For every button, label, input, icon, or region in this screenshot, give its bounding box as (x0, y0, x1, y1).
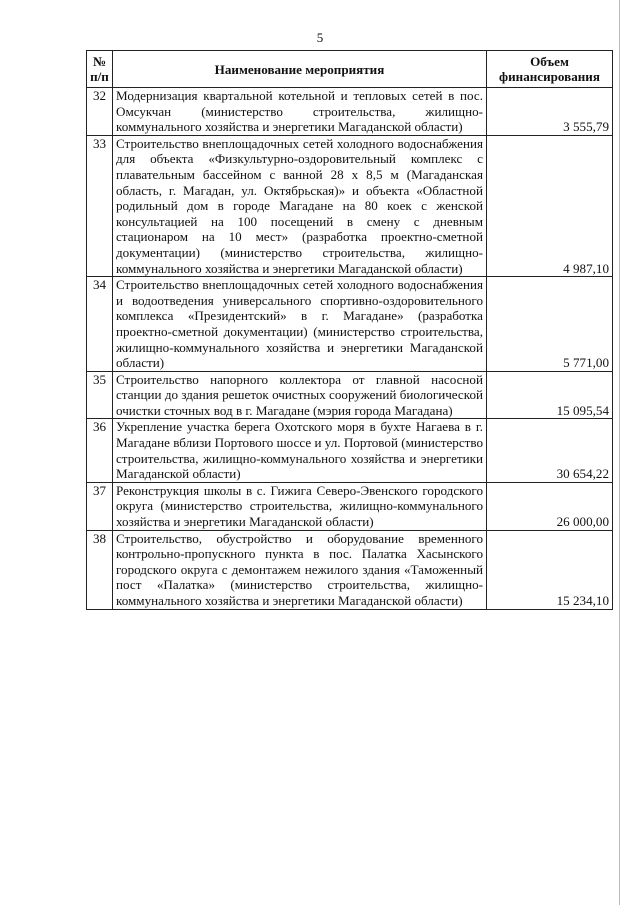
row-amount: 15 095,54 (487, 371, 613, 419)
row-amount: 26 000,00 (487, 482, 613, 530)
row-name: Укрепление участка берега Охотского моря в бухте Нагаева в г. Магадане вблизи Портового шоссе и ул. Портовой (министерство строительства, жилищно-коммунального хозяйства и энергетики Магаданской области) (113, 419, 487, 482)
row-num: 34 (87, 277, 113, 372)
table-row (87, 530, 613, 609)
scan-edge-line (619, 0, 620, 905)
row-name: Строительство напорного коллектора от главной насосной станции до здания решеток очистных сооружений биологической очистки сточных вод в г. Магадане (мэрия города Магадана) (113, 371, 487, 419)
row-name: Строительство, обустройство и оборудование временного контрольно-пропускного пункта в пос. Палатка Хасынского городского округа с демонтажем нежилого здания «Таможенный пост «Палатка» (министерство строительства, жилищно-коммунального хозяйства и энергетики Магаданской области) (113, 530, 487, 609)
header-num: № п/п (87, 51, 113, 88)
row-amount: 30 654,22 (487, 419, 613, 482)
header-amount: Объем финансирования (487, 51, 613, 88)
table-row (87, 88, 613, 136)
table-row (87, 277, 613, 372)
page-number: 5 (316, 30, 324, 45)
row-name: Модернизация квартальной котельной и тепловых сетей в пос. Омсукчан (министерство строительства, жилищно-коммунального хозяйства и энергетики Магаданской области) (113, 88, 487, 136)
row-num: 35 (87, 371, 113, 419)
table-row (87, 135, 613, 276)
row-num: 38 (87, 530, 113, 609)
header-name: Наименование мероприятия (113, 51, 487, 88)
row-num: 33 (87, 135, 113, 276)
table-row (87, 419, 613, 482)
table-row (87, 371, 613, 419)
row-name: Строительство внеплощадочных сетей холодного водоснабжения и водоотведения универсального спортивно-оздоровительного комплекса «Президентский» в г. Магадане» (разработка проектно-сметной документации) (министерство строительства, жилищно-коммунального хозяйства и энергетики Магаданской области) (113, 277, 487, 372)
funding-table (86, 50, 613, 610)
row-name: Строительство внеплощадочных сетей холодного водоснабжения для объекта «Физкультурно-оздоровительный комплекс с плавательным бассейном с ванной 28 х 8,5 м (Магаданская область, г. Магадан, ул. Октябрьская)» и объекта «Областной родильный дом в городе Магадане на 80 коек с женской консультацией на 100 посещений в смену с дневным стационаром на 10 мест» (разработка проектно-сметной документации) (министерство строительства, жилищно-коммунального хозяйства и энергетики Магаданской области) (113, 135, 487, 276)
row-amount: 5 771,00 (487, 277, 613, 372)
row-amount: 3 555,79 (487, 88, 613, 136)
row-num: 32 (87, 88, 113, 136)
row-num: 36 (87, 419, 113, 482)
row-amount: 4 987,10 (487, 135, 613, 276)
row-name: Реконструкция школы в с. Гижига Северо-Эвенского городского округа (министерство строительства, жилищно-коммунального хозяйства и энергетики Магаданской области) (113, 482, 487, 530)
table-row (87, 482, 613, 530)
table-header-row (87, 51, 613, 88)
row-amount: 15 234,10 (487, 530, 613, 609)
row-num: 37 (87, 482, 113, 530)
